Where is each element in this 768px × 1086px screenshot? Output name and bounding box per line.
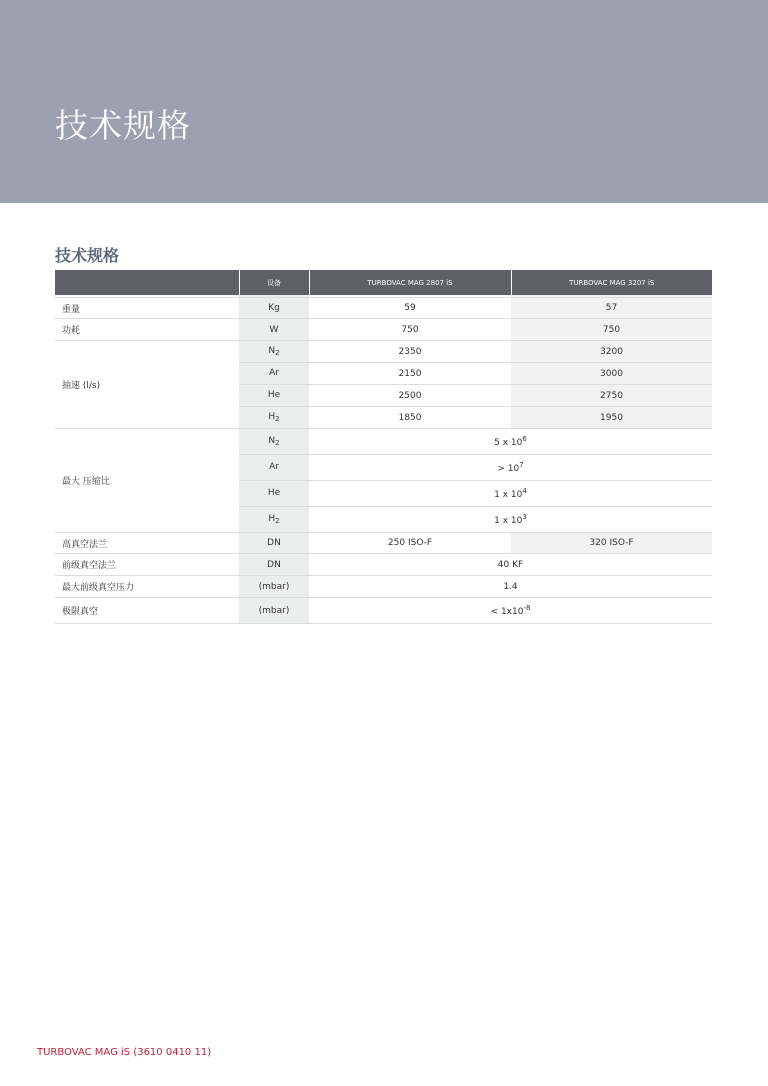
table-row-ultimate-vacuum xyxy=(55,598,712,624)
value-3207: 1950 xyxy=(511,407,712,429)
table-row-hv-flange xyxy=(55,533,712,554)
value-shared: 1 x $10^3$ xyxy=(309,507,712,533)
value-shared: 1 x $10^4$ xyxy=(309,481,712,507)
table-row-max-fv-pressure xyxy=(55,576,712,598)
gas-label: $H_2$ xyxy=(239,407,309,429)
row-unit: W xyxy=(239,319,309,341)
row-label: 极限真空 xyxy=(55,598,239,624)
row-unit: (mbar) xyxy=(239,576,309,598)
table-row-pumping-n2 xyxy=(55,341,712,363)
value-shared: 1.4 xyxy=(309,576,712,598)
table-row-weight xyxy=(55,298,712,319)
table-row-power xyxy=(55,319,712,341)
value-shared: 40 KF xyxy=(309,554,712,576)
row-label: 前级真空法兰 xyxy=(55,554,239,576)
gas-label: He xyxy=(239,385,309,407)
gas-label: He xyxy=(239,481,309,507)
row-label: 最大前级真空压力 xyxy=(55,576,239,598)
gas-label: $N_2$ xyxy=(239,429,309,455)
value-2807: 2500 xyxy=(309,385,511,407)
banner-title: 技术规格 xyxy=(55,106,191,145)
table-row-compression-n2 xyxy=(55,429,712,455)
value-shared: 5 x $10^6$ xyxy=(309,429,712,455)
row-unit: DN xyxy=(239,533,309,554)
header-model-3207: TURBOVAC MAG 3207 iS xyxy=(511,270,712,295)
value-3207: 750 xyxy=(511,319,712,341)
row-unit: (mbar) xyxy=(239,598,309,624)
row-label: 最大 压缩比 xyxy=(55,429,239,533)
gas-label: $N_2$ xyxy=(239,341,309,363)
value-3207: 3200 xyxy=(511,341,712,363)
row-label: 抽速 (l/s) xyxy=(55,341,239,429)
value-shared: < $1x10^{-8}$ xyxy=(309,598,712,624)
value-shared: > $10^7$ xyxy=(309,455,712,481)
header-banner xyxy=(0,0,768,203)
row-label: 重量 xyxy=(55,298,239,319)
header-device: 设备 xyxy=(239,270,309,295)
value-3207: 57 xyxy=(511,298,712,319)
value-3207: 320 ISO-F xyxy=(511,533,712,554)
row-label: 高真空法兰 xyxy=(55,533,239,554)
row-unit: Kg xyxy=(239,298,309,319)
value-2807: 750 xyxy=(309,319,511,341)
gas-label: Ar xyxy=(239,455,309,481)
gas-label: $H_2$ xyxy=(239,507,309,533)
value-2807: 2350 xyxy=(309,341,511,363)
value-2807: 2150 xyxy=(309,363,511,385)
value-2807: 1850 xyxy=(309,407,511,429)
value-2807: 250 ISO-F xyxy=(309,533,511,554)
value-2807: 59 xyxy=(309,298,511,319)
value-3207: 3000 xyxy=(511,363,712,385)
section-title: 技术规格 xyxy=(55,246,120,265)
header-model-2807: TURBOVAC MAG 2807 iS xyxy=(309,270,511,295)
spec-table xyxy=(55,270,712,624)
table-row-fv-flange xyxy=(55,554,712,576)
row-unit: DN xyxy=(239,554,309,576)
row-label: 功耗 xyxy=(55,319,239,341)
table-header-row xyxy=(55,270,712,295)
footer-document-id: TURBOVAC MAG iS (3610 0410 11) xyxy=(37,1047,212,1058)
header-blank xyxy=(55,270,239,295)
value-3207: 2750 xyxy=(511,385,712,407)
gas-label: Ar xyxy=(239,363,309,385)
